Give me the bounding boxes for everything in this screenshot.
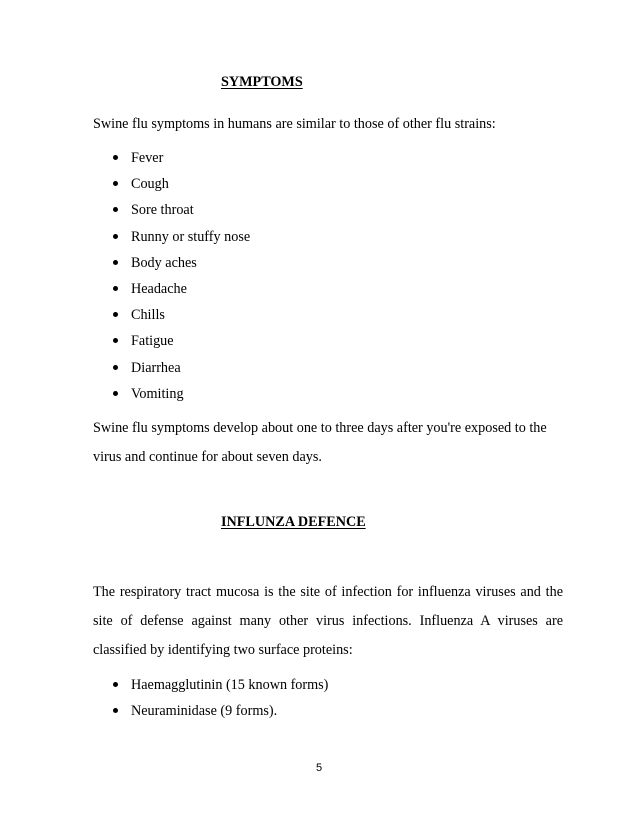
symptom-label: Vomiting	[131, 385, 184, 402]
bullet-icon	[113, 338, 118, 343]
influenza-defence-heading: INFLUNZA DEFENCE	[221, 514, 366, 530]
protein-label: Haemagglutinin (15 known forms)	[131, 677, 329, 693]
bullet-icon	[113, 365, 118, 370]
bullet-icon	[113, 181, 118, 186]
symptoms-onset-paragraph: Swine flu symptoms develop about one to three days after you're exposed to the virus and continue for about seven days.	[93, 420, 547, 465]
respiratory-paragraph: The respiratory tract mucosa is the site of infection for influenza viruses and the site of defense against many other virus infections. Influenza A viruses are classified by identifying two surface proteins:	[93, 584, 563, 658]
list-item	[0, 145, 250, 171]
symptom-label: Runny or stuffy nose	[131, 228, 251, 245]
symptoms-heading: SYMPTOMS	[221, 74, 303, 90]
list-item	[0, 698, 328, 724]
protein-label: Neuraminidase (9 forms).	[131, 703, 278, 719]
list-item	[0, 355, 250, 381]
bullet-icon	[113, 155, 118, 160]
symptom-label: Chills	[131, 307, 165, 324]
bullet-icon	[113, 286, 118, 291]
symptom-label: Fever	[131, 150, 164, 166]
bullet-icon	[113, 234, 118, 239]
symptoms-intro-paragraph: Swine flu symptoms in humans are similar to those of other flu strains:	[93, 116, 496, 132]
list-item	[0, 250, 250, 276]
bullet-icon	[113, 260, 118, 265]
page-number: 5	[315, 762, 323, 774]
symptom-label: Fatigue	[131, 333, 174, 350]
symptom-label: Sore throat	[131, 202, 194, 219]
symptom-label: Cough	[131, 176, 169, 193]
list-item	[0, 328, 250, 354]
list-item	[0, 302, 250, 328]
bullet-icon	[113, 312, 118, 317]
list-item	[0, 672, 328, 698]
list-item	[0, 224, 250, 250]
bullet-icon	[113, 682, 118, 687]
list-item	[0, 381, 250, 407]
list-item	[0, 197, 250, 223]
bullet-icon	[113, 708, 118, 713]
symptom-label: Body aches	[131, 254, 197, 271]
list-item	[0, 276, 250, 302]
symptom-list	[0, 145, 250, 407]
bullet-icon	[113, 391, 118, 396]
surface-protein-list	[0, 672, 328, 724]
symptom-label: Headache	[131, 280, 187, 297]
symptom-label: Diarrhea	[131, 359, 181, 376]
list-item	[0, 171, 250, 197]
bullet-icon	[113, 207, 118, 212]
